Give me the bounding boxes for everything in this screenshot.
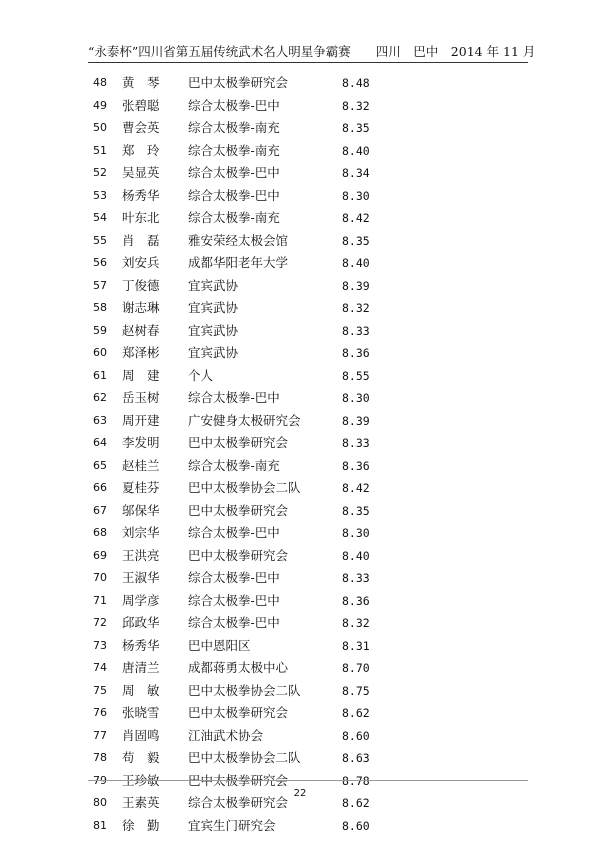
table-row — [0, 747, 600, 770]
athlete-name: 吴显英 — [122, 165, 160, 180]
table-row — [0, 635, 600, 658]
rank-number: 49 — [93, 98, 107, 112]
table-row — [0, 230, 600, 253]
table-row — [0, 680, 600, 703]
rank-number: 69 — [93, 548, 107, 562]
rank-number: 79 — [93, 773, 107, 787]
rank-number: 51 — [93, 143, 107, 157]
team-name: 综合太极拳-巴中 — [188, 390, 280, 405]
team-name: 综合太极拳-南充 — [188, 120, 280, 135]
rank-number: 64 — [93, 436, 107, 449]
table-row — [0, 725, 600, 748]
team-name: 综合太极拳-巴中 — [188, 615, 280, 630]
athlete-name: 周 敏 — [122, 682, 160, 698]
table-row — [0, 657, 600, 680]
team-name: 广安健身太极研究会 — [188, 412, 301, 428]
athlete-name: 肖 磊 — [122, 232, 160, 248]
page-number: 22 — [293, 788, 307, 799]
score-value: 8.35 — [342, 233, 370, 248]
score-value: 8.35 — [342, 503, 370, 518]
team-name: 个人 — [188, 367, 214, 383]
score-value: 8.35 — [342, 121, 370, 135]
rank-number: 80 — [93, 796, 107, 809]
table-row — [0, 432, 600, 455]
score-value: 8.32 — [342, 98, 370, 113]
score-value: 8.42 — [342, 211, 370, 225]
rank-number: 66 — [93, 481, 107, 494]
rank-number: 70 — [93, 571, 107, 584]
athlete-name: 肖固鸣 — [122, 727, 160, 743]
rank-number: 60 — [93, 346, 107, 359]
score-value: 8.40 — [342, 256, 370, 270]
table-row — [0, 590, 600, 613]
table-row — [0, 275, 600, 298]
team-name: 宜宾武协 — [188, 300, 239, 315]
team-name: 宜宾生门研究会 — [188, 817, 276, 833]
score-value: 8.32 — [342, 616, 370, 630]
rank-number: 48 — [93, 76, 107, 89]
athlete-name: 周开建 — [122, 412, 160, 428]
score-value: 8.33 — [342, 436, 370, 450]
rank-number: 75 — [93, 683, 107, 697]
team-name: 综合太极拳-巴中 — [188, 187, 280, 203]
page-header: “永泰杯”四川省第五届传统武术名人明星争霸赛 四川 巴中 2014 年 11 月 — [88, 44, 536, 59]
athlete-name: 张碧聪 — [122, 97, 160, 113]
team-name: 巴中太极拳协会二队 — [188, 682, 301, 698]
footer-rule — [88, 780, 528, 781]
team-name: 巴中太极拳协会二队 — [188, 480, 301, 495]
score-value: 8.31 — [342, 638, 370, 653]
athlete-name: 曹会英 — [122, 120, 160, 135]
score-value: 8.40 — [342, 548, 370, 563]
team-name: 巴中太极拳研究会 — [188, 705, 289, 720]
score-value: 8.60 — [342, 818, 370, 833]
team-name: 综合太极拳-巴中 — [188, 525, 280, 540]
team-name: 综合太极拳-巴中 — [188, 570, 280, 585]
team-name: 综合太极拳研究会 — [188, 795, 289, 810]
rank-number: 77 — [93, 728, 107, 742]
rank-number: 61 — [93, 368, 107, 382]
table-row — [0, 297, 600, 320]
athlete-name: 张晓雪 — [122, 705, 160, 720]
rank-number: 68 — [93, 526, 107, 539]
table-row — [0, 72, 600, 95]
rank-number: 81 — [93, 818, 107, 832]
rank-number: 71 — [93, 593, 107, 607]
rank-number: 63 — [93, 413, 107, 427]
team-name: 成都蒋勇太极中心 — [188, 660, 289, 675]
score-value: 8.48 — [342, 76, 370, 90]
rank-number: 50 — [93, 121, 107, 134]
athlete-name: 王淑华 — [122, 570, 160, 585]
rank-number: 62 — [93, 391, 107, 404]
table-row — [0, 162, 600, 185]
athlete-name: 周 建 — [122, 367, 160, 383]
table-row — [0, 500, 600, 523]
rank-number: 78 — [93, 751, 107, 764]
score-value: 8.70 — [342, 661, 370, 675]
athlete-name: 郑泽彬 — [122, 345, 160, 360]
team-name: 综合太极拳-巴中 — [188, 165, 280, 180]
team-name: 综合太极拳-南充 — [188, 210, 280, 225]
athlete-name: 邬保华 — [122, 502, 160, 518]
athlete-name: 赵树春 — [122, 322, 160, 338]
rank-number: 76 — [93, 706, 107, 719]
score-value: 8.30 — [342, 526, 370, 540]
table-row — [0, 207, 600, 230]
score-value: 8.75 — [342, 683, 370, 698]
table-row — [0, 477, 600, 500]
table-row — [0, 545, 600, 568]
rank-number: 57 — [93, 278, 107, 292]
score-value: 8.39 — [342, 278, 370, 293]
score-value: 8.32 — [342, 301, 370, 315]
rank-number: 56 — [93, 256, 107, 269]
athlete-name: 杨秀华 — [122, 637, 160, 653]
team-name: 雅安荣经太极会馆 — [188, 232, 289, 248]
team-name: 宜宾武协 — [188, 277, 239, 293]
score-value: 8.55 — [342, 368, 370, 383]
athlete-name: 岳玉树 — [122, 390, 160, 405]
team-name: 综合太极拳-南充 — [188, 457, 280, 473]
score-value: 8.42 — [342, 481, 370, 495]
table-row — [0, 387, 600, 410]
athlete-name: 郑 玲 — [122, 142, 160, 158]
team-name: 综合太极拳-南充 — [188, 142, 280, 158]
score-value: 8.33 — [342, 571, 370, 585]
score-value: 8.62 — [342, 706, 370, 720]
athlete-name: 刘安兵 — [122, 255, 160, 270]
team-name: 成都华阳老年大学 — [188, 255, 289, 270]
rank-number: 74 — [93, 661, 107, 674]
table-row — [0, 140, 600, 163]
score-value: 8.40 — [342, 143, 370, 158]
table-row — [0, 117, 600, 140]
table-row — [0, 815, 600, 838]
team-name: 巴中恩阳区 — [188, 637, 251, 653]
team-name: 巴中太极拳研究会 — [188, 502, 289, 518]
athlete-name: 苟 毅 — [122, 750, 160, 765]
score-value: 8.30 — [342, 188, 370, 203]
score-value: 8.36 — [342, 593, 370, 608]
team-name: 巴中太极拳协会二队 — [188, 750, 301, 765]
header-rule — [88, 62, 528, 63]
team-name: 巴中太极拳研究会 — [188, 75, 289, 90]
athlete-name: 夏桂芬 — [122, 480, 160, 495]
score-value: 8.39 — [342, 413, 370, 428]
table-row — [0, 252, 600, 275]
athlete-name: 邱政华 — [122, 615, 160, 630]
score-value: 8.30 — [342, 391, 370, 405]
score-value: 8.36 — [342, 346, 370, 360]
athlete-name: 王素英 — [122, 795, 160, 810]
score-value: 8.33 — [342, 323, 370, 338]
athlete-name: 徐 勤 — [122, 817, 160, 833]
score-value: 8.62 — [342, 796, 370, 810]
score-value: 8.36 — [342, 458, 370, 473]
athlete-name: 谢志琳 — [122, 300, 160, 315]
athlete-name: 杨秀华 — [122, 187, 160, 203]
rank-number: 65 — [93, 458, 107, 472]
team-name: 综合太极拳-巴中 — [188, 97, 280, 113]
table-row — [0, 455, 600, 478]
athlete-name: 王珍敏 — [122, 772, 160, 788]
team-name: 宜宾武协 — [188, 322, 239, 338]
rank-number: 72 — [93, 616, 107, 629]
table-row — [0, 320, 600, 343]
table-row — [0, 567, 600, 590]
table-row — [0, 702, 600, 725]
table-row — [0, 522, 600, 545]
team-name: 巴中太极拳研究会 — [188, 547, 289, 563]
team-name: 综合太极拳-巴中 — [188, 592, 280, 608]
athlete-name: 周学彦 — [122, 592, 160, 608]
team-name: 巴中太极拳研究会 — [188, 772, 289, 788]
athlete-name: 李发明 — [122, 435, 160, 450]
athlete-name: 王洪亮 — [122, 547, 160, 563]
score-value: 8.78 — [342, 773, 370, 788]
table-row — [0, 410, 600, 433]
rank-number: 73 — [93, 638, 107, 652]
athlete-name: 丁俊德 — [122, 277, 160, 293]
table-row — [0, 342, 600, 365]
table-row — [0, 185, 600, 208]
athlete-name: 唐清兰 — [122, 660, 160, 675]
athlete-name: 叶东北 — [122, 210, 160, 225]
team-name: 巴中太极拳研究会 — [188, 435, 289, 450]
athlete-name: 刘宗华 — [122, 525, 160, 540]
rank-number: 58 — [93, 301, 107, 314]
rank-number: 53 — [93, 188, 107, 202]
table-row — [0, 95, 600, 118]
athlete-name: 黄 琴 — [122, 75, 160, 90]
team-name: 宜宾武协 — [188, 345, 239, 360]
score-value: 8.63 — [342, 751, 370, 765]
rank-number: 67 — [93, 503, 107, 517]
table-row — [0, 365, 600, 388]
rank-number: 59 — [93, 323, 107, 337]
rank-number: 55 — [93, 233, 107, 247]
table-row — [0, 612, 600, 635]
score-value: 8.34 — [342, 166, 370, 180]
athlete-name: 赵桂兰 — [122, 457, 160, 473]
results-list — [0, 72, 600, 837]
rank-number: 52 — [93, 166, 107, 179]
score-value: 8.60 — [342, 728, 370, 743]
rank-number: 54 — [93, 211, 107, 224]
team-name: 江油武术协会 — [188, 727, 264, 743]
